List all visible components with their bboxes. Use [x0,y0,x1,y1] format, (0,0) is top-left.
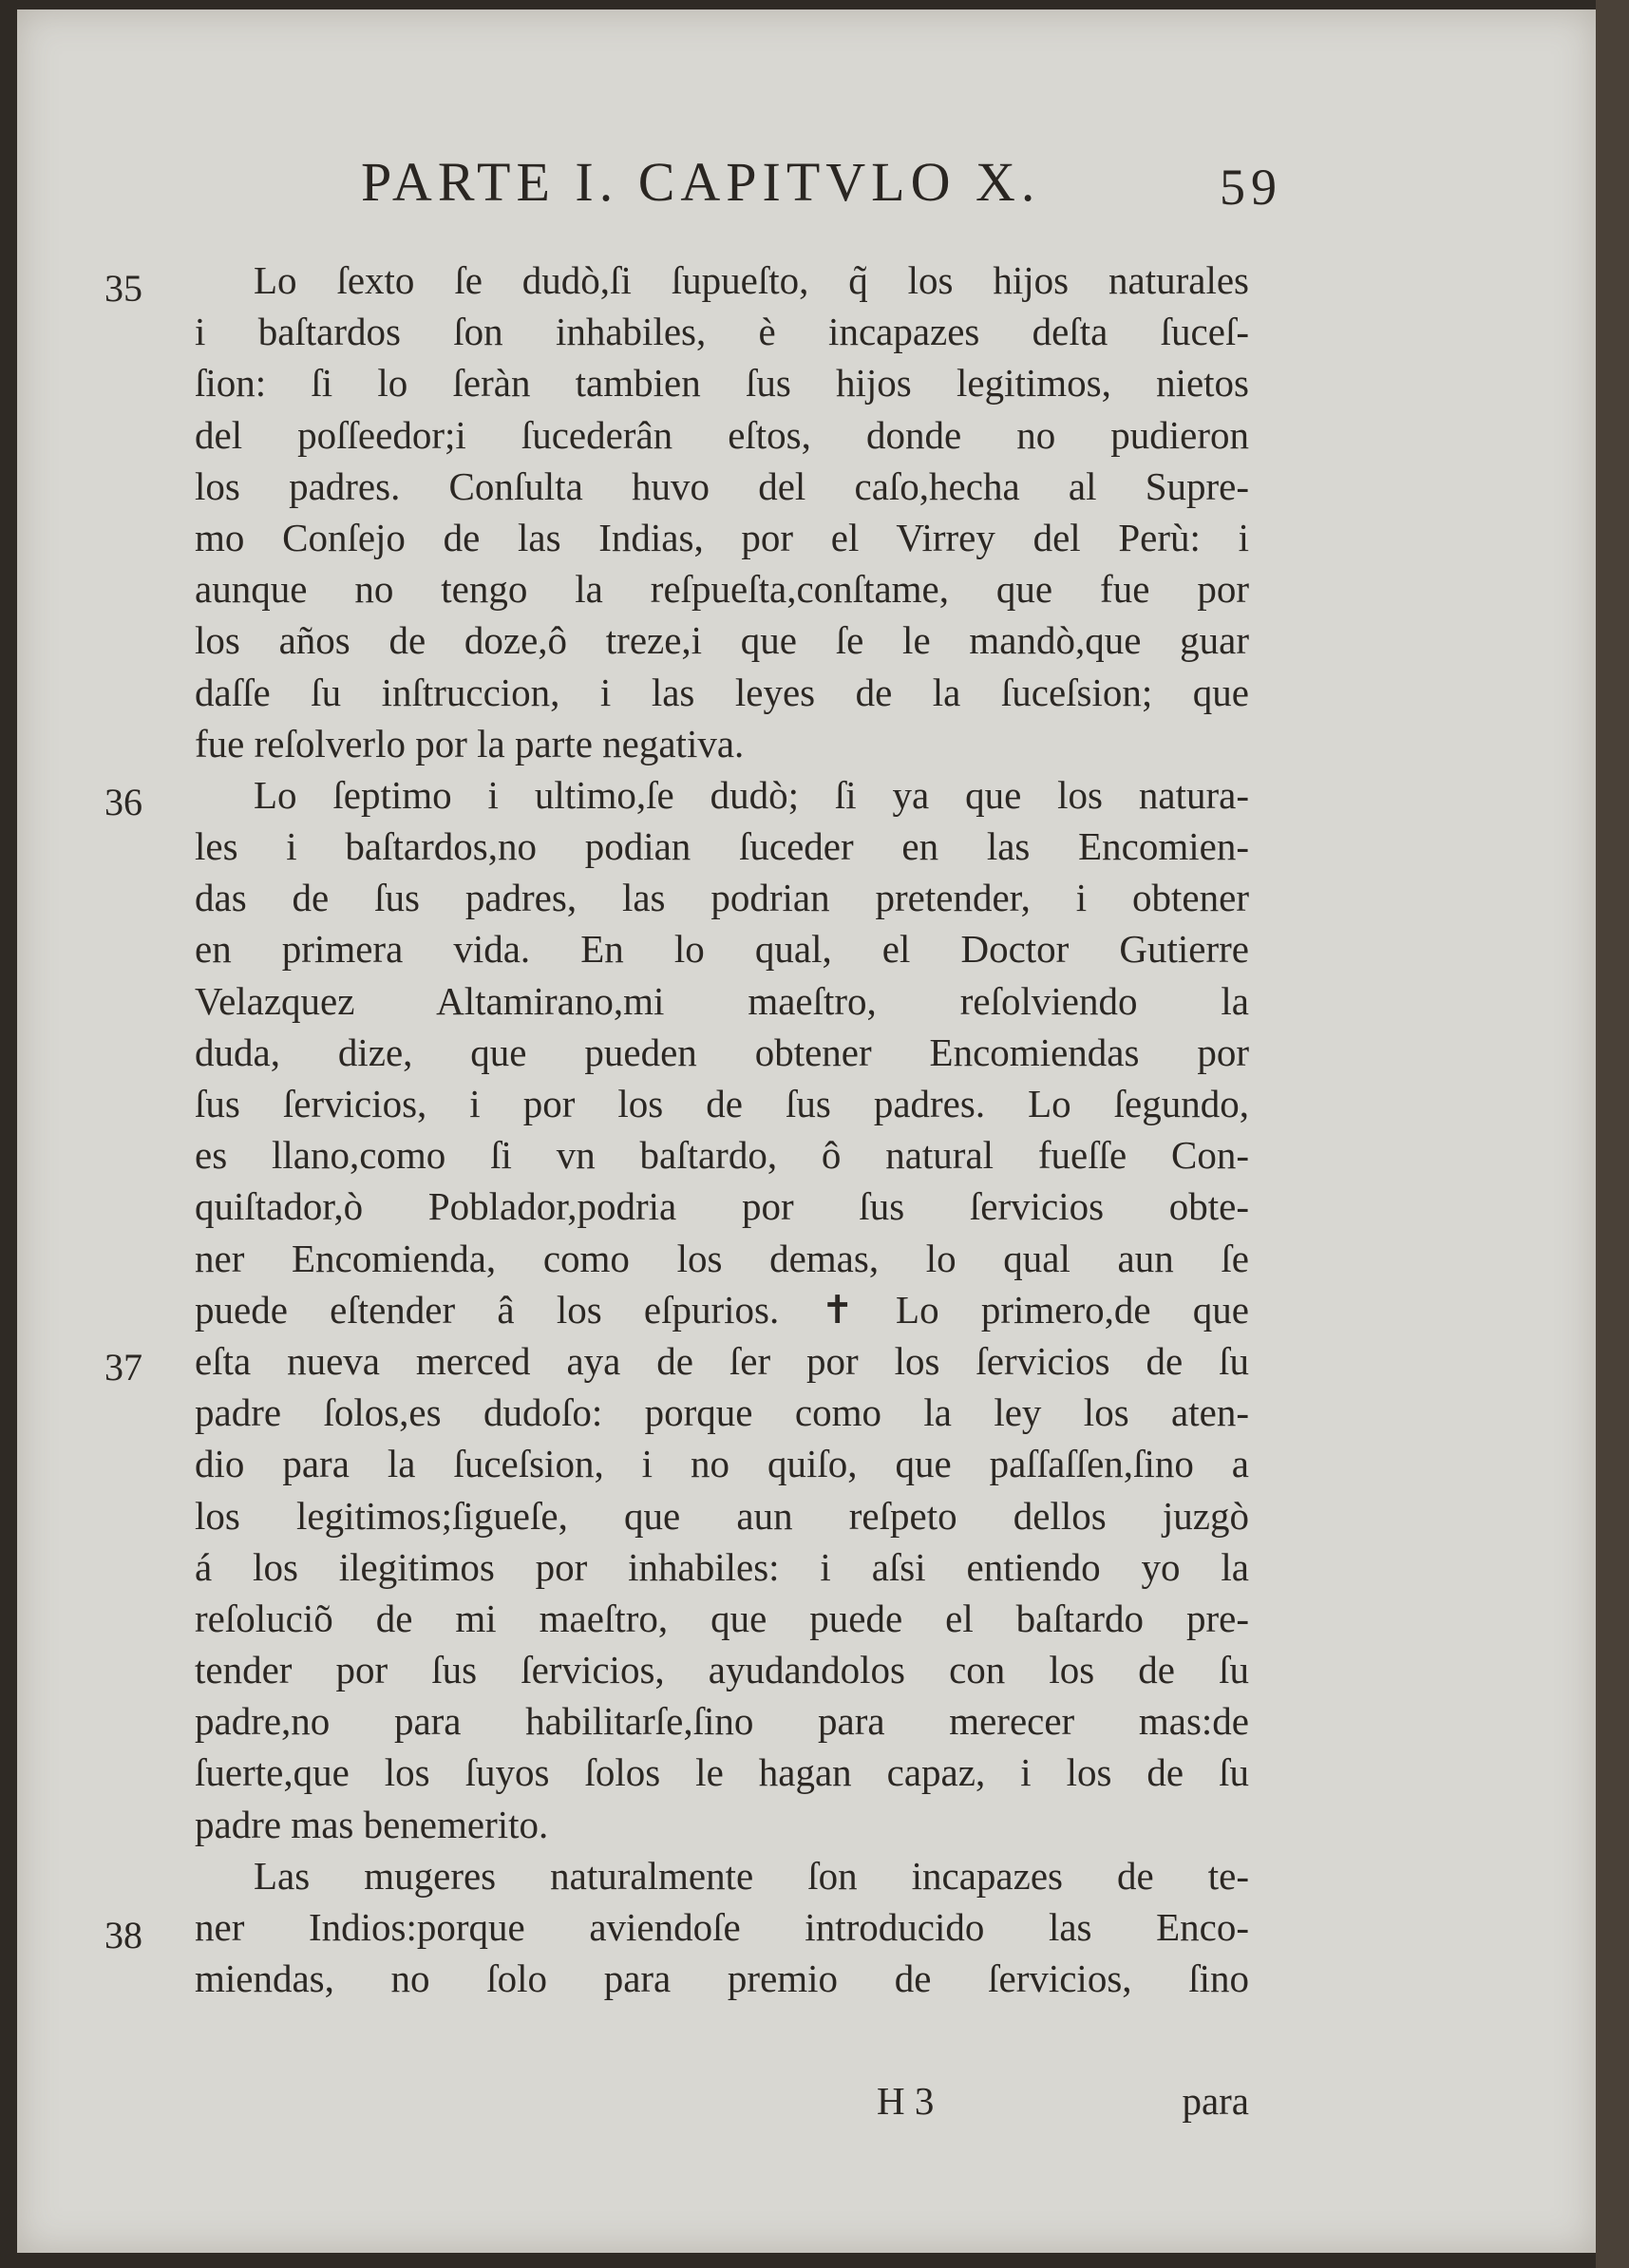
text-line: mo Conſejo de las Indias, por el Virrey del Perù: i [195,515,1249,559]
text-line: padre mas benemerito. [195,1802,549,1846]
text-line: reſoluciõ de mi maeſtro, que puede el baſtardo pre- [195,1596,1249,1640]
text-line: en primera vida. En lo qual, el Doctor Gutierre [195,927,1249,972]
text-line: padre ſolos,es dudoſo: porque como la ley los aten- [195,1390,1249,1435]
text-line: fue reſolverlo por la parte negativa. [195,721,745,765]
page-number: 59 [1220,159,1282,216]
text-line: ner Encomienda, como los demas, lo qual aun ſe [195,1236,1249,1280]
margin-number: 38 [104,1914,142,1956]
text-line: eſta nueva merced aya de ſer por los ſervicios de ſu [195,1338,1249,1383]
text-line: es llano,como ſi vn baſtardo, ô natural fueſſe Con- [195,1133,1249,1178]
text-line: i baſtardos ſon inhabiles, è incapazes deſta ſuceſ- [195,310,1249,354]
text-line: padre,no para habilitarſe,ſino para merecer mas:de [195,1699,1249,1744]
text-line: ſuerte,que los ſuyos ſolos le hagan capaz, i los de ſu [195,1750,1249,1795]
text-line: daſſe ſu inſtruccion, i las leyes de la ſuceſsion; que [195,670,1249,714]
text-line: ſion: ſi lo ſeràn tambien ſus hijos legitimos, nietos [195,361,1249,406]
text-line: quiſtador,ò Poblador,podria por ſus ſervicios obte- [195,1184,1249,1229]
text-line: los padres. Conſulta huvo del caſo,hecha al Supre- [195,463,1249,508]
text-line: los años de doze,ô treze,i que ſe le mandò,que guar [195,618,1249,663]
text-line: ſus ſervicios, i por los de ſus padres. Lo ſegundo, [195,1082,1249,1125]
running-head [361,150,1282,226]
text-line: puede eſtender â los eſpurios. ✝ Lo primero,de que [195,1287,1249,1332]
running-title: PARTE I. CAPITVLO X. [361,151,1041,213]
text-line: das de ſus padres, las podrian pretender, i obtener [195,876,1249,920]
text-line: ner Indios:porque aviendoſe introducido las Enco- [195,1905,1249,1949]
signature-mark: H 3 [877,2079,935,2123]
margin-number: 37 [104,1346,142,1389]
body-text [195,255,1249,2004]
text-line: tender por ſus ſervicios, ayudandolos con los de ſu [195,1648,1249,1692]
margin-number: 36 [104,781,142,823]
text-line: dio para la ſuceſsion, i no quiſo, que paſſaſſen,ſino a [195,1442,1249,1486]
page-edge [1596,0,1629,2268]
text-line: les i baſtardos,no podian ſuceder en las Encomien- [195,824,1249,869]
margin-number: 35 [104,267,142,310]
catchline [195,2078,1249,2135]
text-line: duda, dize, que pueden obtener Encomiendas por [195,1030,1249,1074]
text-line: del poſſeedor;i ſucederân eſtos, donde no pudieron [195,412,1249,457]
text-line: los legitimos;ſigueſe, que aun reſpeto dellos juzgò [195,1493,1249,1538]
text-line: Las mugeres naturalmente ſon incapazes de te- [254,1853,1249,1898]
text-line: aunque no tengo la reſpueſta,conſtame, que fue por [195,567,1249,612]
text-line: miendas, no ſolo para premio de ſervicios, ſino [195,1956,1249,2001]
text-line: Lo ſeptimo i ultimo,ſe dudò; ſi ya que los natura- [254,772,1249,817]
text-line: á los ilegitimos por inhabiles: i aſsi entiendo yo la [195,1544,1249,1589]
text-line: Lo ſexto ſe dudò,ſi ſupueſto, q̃ los hijos naturales [254,258,1249,302]
text-line: Velazquez Altamirano,mi maeſtro, reſolviendo la [195,978,1249,1023]
catchword: para [1182,2079,1249,2123]
